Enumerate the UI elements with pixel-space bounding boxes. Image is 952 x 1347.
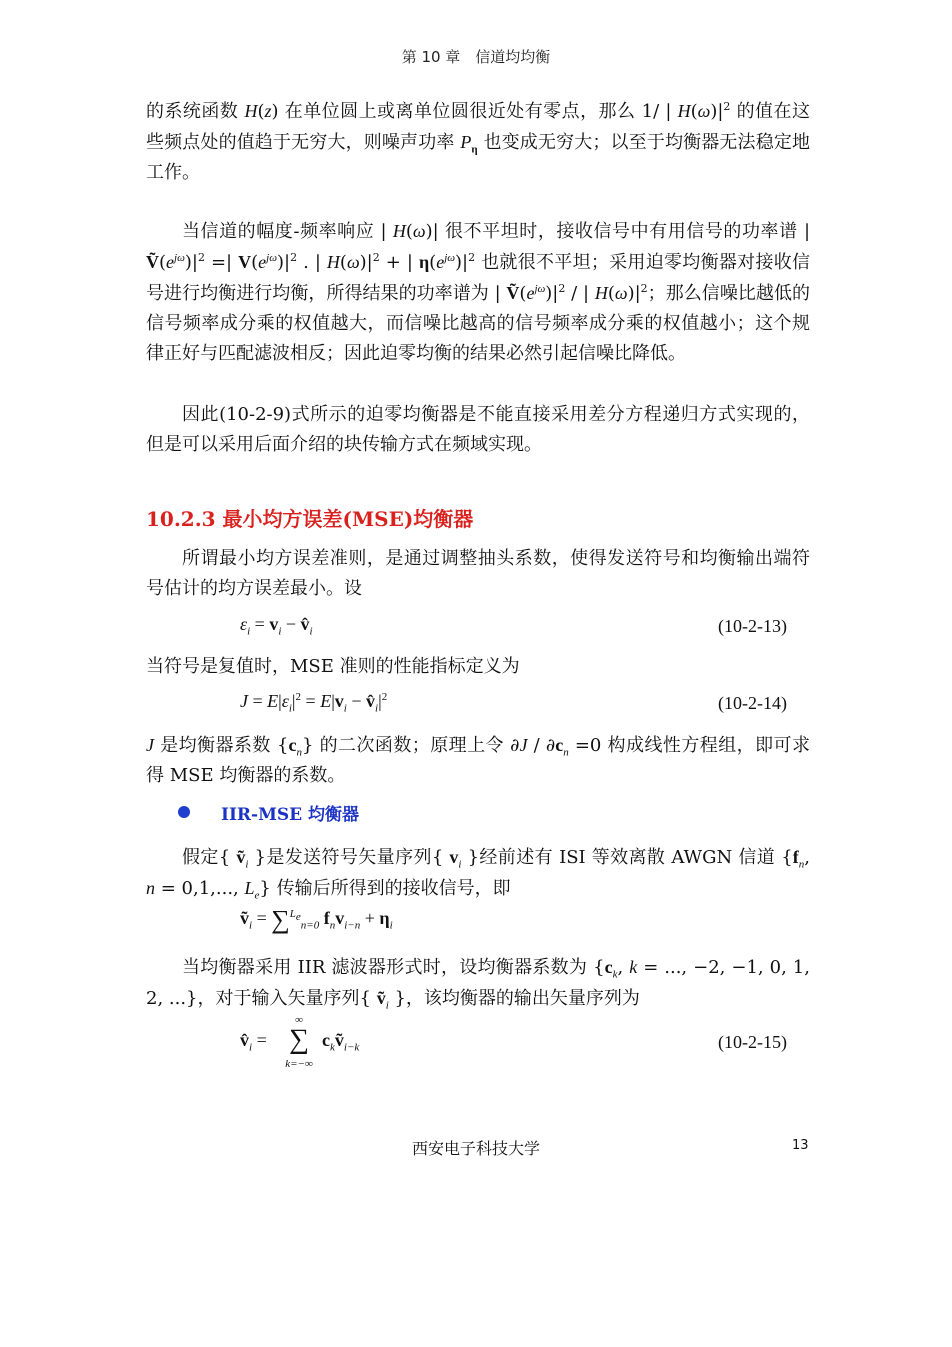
paragraph-1: 的系统函数 H(z) 在单位圆上或离单位圆很近处有零点，那么 1/ | $H(\omega)|^2$ 的值在这些频点处的值趋于无穷大，则噪声功率 $P_\eta$ 也变成无穷大；以至于均衡器无法稳定地工作。 xyxy=(146,100,810,183)
bullet-icon xyxy=(178,806,190,818)
paragraph-7: 假定{ ṽ$_i$ }是发送符号矢量序列{ $v_i$ }经前述有 ISI 等效离散 AWGN 信道 {$f_n$, n = 0,1,..., $L_e$} 传输后所得到的接收信号，即 xyxy=(146,847,810,902)
paragraph-4: 所谓最小均方误差准则，是通过调整抽头系数，使得发送符号和均衡输出端符号估计的均方误差最小。设 xyxy=(146,548,810,599)
equation-10-2-15: $v̂_i$ = ∞ ∑ k=−∞ $c_kṽ_{i-k}$ xyxy=(240,1014,360,1070)
equation-number-15: (10-2-15) xyxy=(718,1032,787,1052)
paragraph-5: 当符号是复值时，MSE 准则的性能指标定义为 xyxy=(146,656,520,677)
paragraph-8: 当均衡器采用 IIR 滤波器形式时，设均衡器系数为 {$c_k$, k = ..., −2, −1, 0, 1, 2, ...}，对于输入矢量序列{ ṽ$_i$ }，该均衡器的输出矢量序列为 xyxy=(146,957,810,1012)
paragraph-6: J 是均衡器系数 $\{c_n\}$ 的二次函数；原理上令 $\partial J / \partial c_n =0$ 构成线性方程组，即可求得 MSE 均衡器的系数。 xyxy=(146,735,810,786)
section-heading: 10.2.3 最小均方误差(MSE)均衡器 xyxy=(146,507,474,531)
paragraph-2: 当信道的幅度-频率响应 | H(ω)| 很不平坦时，接收信号中有用信号的功率谱 | $Ṽ(e^{j\omega})|^2$ =| $V(e^{j\omega})|^2$ . | $H(\omega)|^2$ + | $\eta(e^{j\omega})|^2$ 也就很不平坦；采用迫零均衡器对接收信号进行均衡进行均衡，所得结果的功率谱为 | $Ṽ(e^{j\omega})|^2$ / | $H(\omega)|^2$；那么信噪比越低的信号频率成分乘的权值越大，而信噪比越高的信号频率成分乘的权值越小；这个规律正好与匹配滤波相反；因此迫零均衡的结果必然引起信噪比降低。 xyxy=(146,221,811,364)
equation-received: ṽ$_i$ = ∑$^{L_e}_{n=0}$ $f_nv_{i-n} + \eta_i$ xyxy=(240,905,393,934)
paragraph-3: 因此(10-2-9)式所示的迫零均衡器是不能直接采用差分方程递归方式实现的，但是可以采用后面介绍的块传输方式在频域实现。 xyxy=(146,404,810,455)
equation-number-13: (10-2-13) xyxy=(718,616,787,636)
page-header: 第 10 章 信道均均衡 xyxy=(401,48,551,66)
bullet-heading: IIR-MSE 均衡器 xyxy=(221,805,360,825)
equation-10-2-13: $\varepsilon_i = v_i$ − $v̂_i$ xyxy=(240,614,313,638)
page-number: 13 xyxy=(792,1138,809,1153)
equation-number-14: (10-2-14) xyxy=(718,693,787,713)
footer-university: 西安电子科技大学 xyxy=(411,1139,540,1158)
equation-10-2-14: $J = E|\varepsilon_i|^2 = E|v_i$ − $v̂_i|^2$ xyxy=(240,691,388,715)
